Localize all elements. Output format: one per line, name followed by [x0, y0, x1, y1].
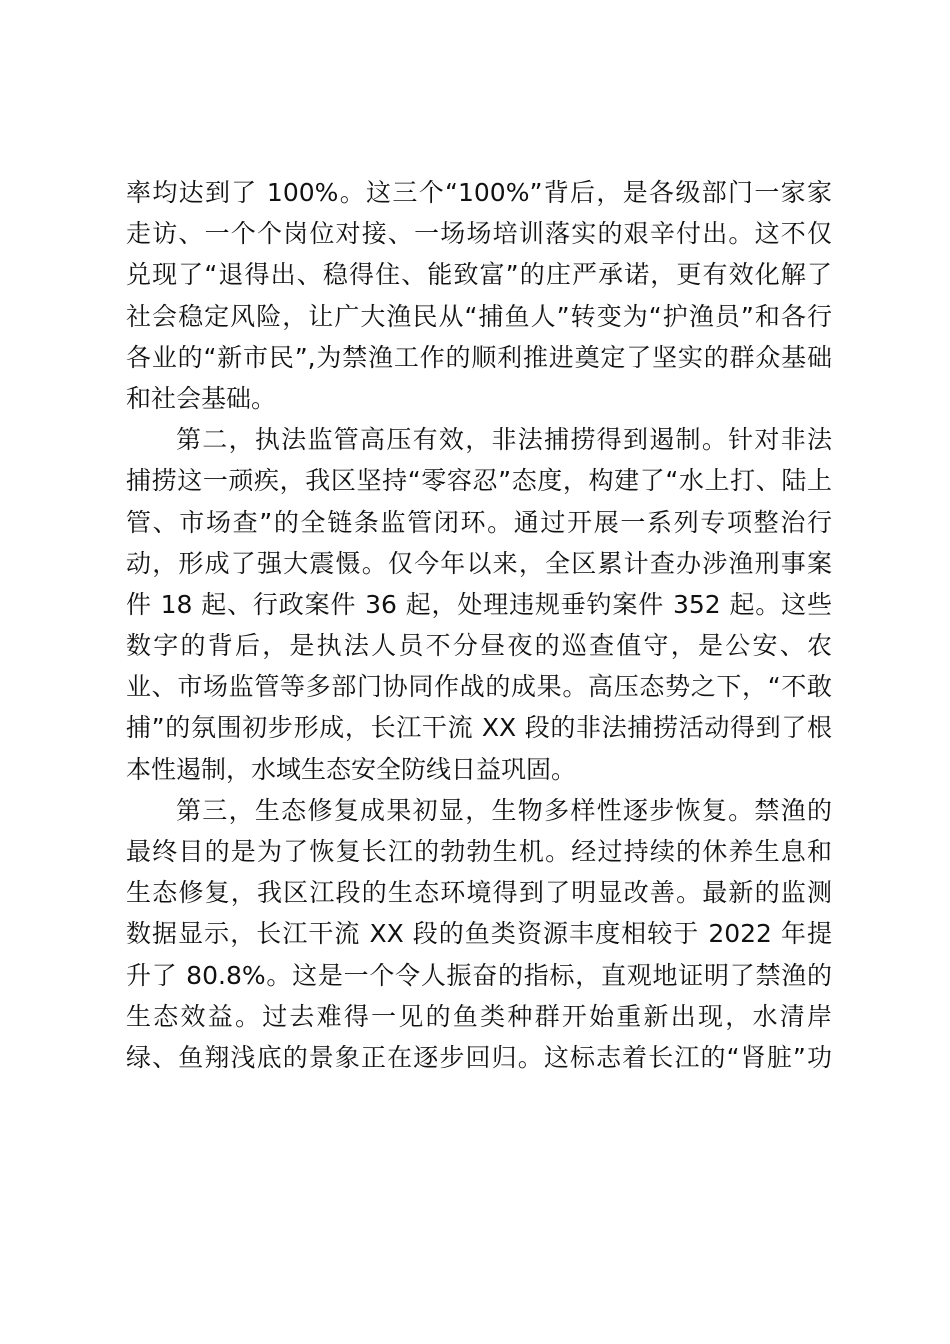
- text-line: 生态修复，我区江段的生态环境得到了明显改善。最新的监测: [126, 878, 832, 908]
- text-line: 业、市场监管等多部门协同作战的成果。高压态势之下，“不敢: [126, 672, 832, 702]
- paragraph-1: [126, 172, 832, 419]
- text-line: 数字的背后，是执法人员不分昼夜的巡查值守，是公安、农: [126, 631, 832, 661]
- text-line: 本性遏制，水域生态安全防线日益巩固。: [126, 754, 577, 784]
- text-line: 升了 80.8%。这是一个令人振奋的指标，直观地证明了禁渔的: [126, 960, 832, 990]
- text-line: 件 18 起、行政案件 36 起，处理违规垂钓案件 352 起。这些: [126, 589, 832, 619]
- text-line: 率均达到了 100%。这三个“100%”背后，是各级部门一家家: [126, 178, 832, 207]
- text-line: 数据显示，长江干流 XX 段的鱼类资源丰度相较于 2022 年提: [126, 919, 832, 949]
- text-line: 捕捞这一顽疾，我区坚持“零容忍”态度，构建了“水上打、陆上: [126, 466, 832, 496]
- text-line: 社会稳定风险，让广大渔民从“捕鱼人”转变为“护渔员”和各行: [126, 301, 832, 331]
- text-line: 管、市场查”的全链条监管闭环。通过开展一系列专项整治行: [126, 507, 832, 537]
- document-body: [126, 172, 832, 1078]
- text-line: 最终目的是为了恢复长江的勃勃生机。经过持续的休养生息和: [126, 837, 832, 866]
- text-line: 各业的“新市民”,为禁渔工作的顺利推进奠定了坚实的群众基础: [126, 342, 832, 372]
- text-line: 第三，生态修复成果初显，生物多样性逐步恢复。禁渔的: [176, 795, 832, 825]
- text-line: 走访、一个个岗位对接、一场场培训落实的艰辛付出。这不仅: [126, 219, 832, 249]
- paragraph-3: [126, 790, 832, 1078]
- text-line: 兑现了“退得出、稳得住、能致富”的庄严承诺，更有效化解了: [126, 260, 832, 290]
- paragraph-2: [126, 419, 832, 790]
- text-line: 绿、鱼翔浅底的景象正在逐步回归。这标志着长江的“肾脏”功: [126, 1042, 832, 1072]
- text-line: 捕”的氛围初步形成，长江干流 XX 段的非法捕捞活动得到了根: [126, 713, 832, 743]
- text-line: 动，形成了强大震慑。仅今年以来，全区累计查办涉渔刑事案: [126, 548, 832, 578]
- text-line: 和社会基础。: [126, 383, 277, 413]
- text-line: 生态效益。过去难得一见的鱼类种群开始重新出现，水清岸: [126, 1001, 832, 1031]
- text-line: 第二，执法监管高压有效，非法捕捞得到遏制。针对非法: [176, 425, 832, 455]
